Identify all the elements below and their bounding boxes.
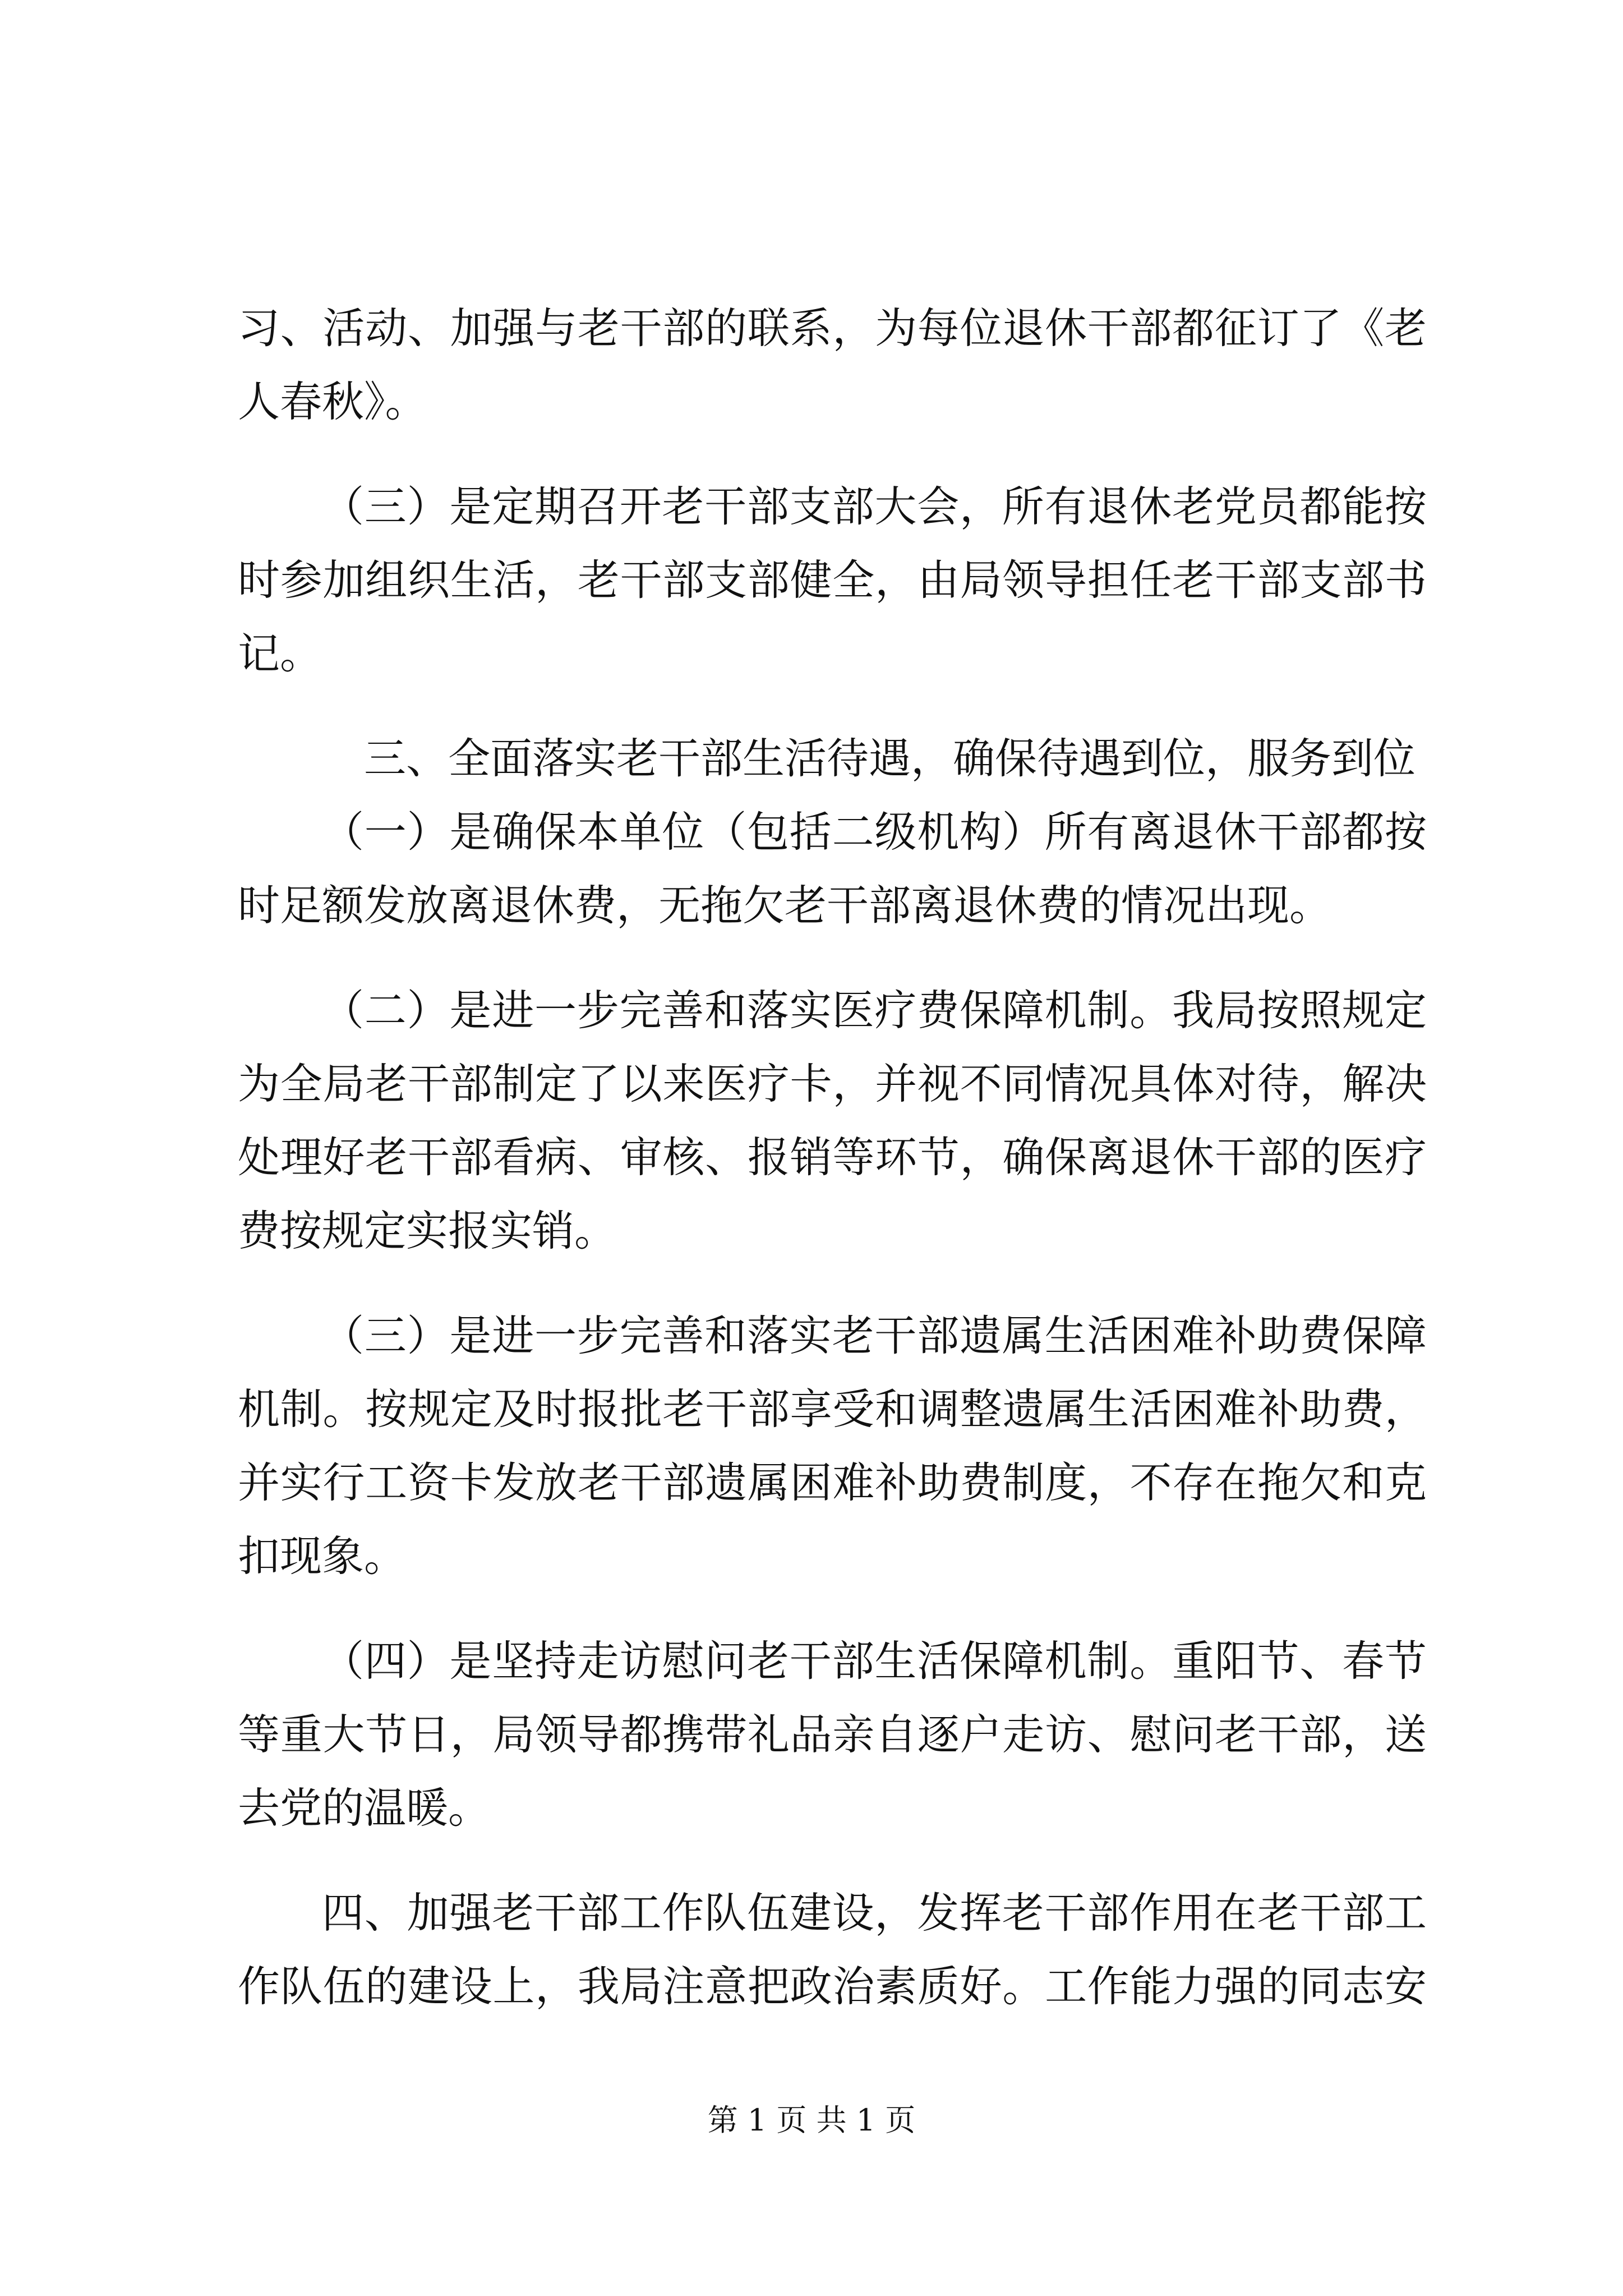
paragraph — [238, 470, 1427, 691]
section-heading — [238, 722, 1427, 795]
text-line: （二）是进一步完善和落实医疗费保障机制。我局按照规定 — [322, 986, 1427, 1035]
text-line: （一）是确保本单位（包括二级机构）所有离退休干部都按 — [322, 807, 1427, 857]
paragraph — [238, 1299, 1427, 1593]
text-line: 习、活动、加强与老干部的联系，为每位退休干部都征订了《老 — [238, 303, 1427, 353]
text-line: 机制。按规定及时报批老干部享受和调整遗属生活困难补助费， — [238, 1384, 1427, 1434]
text-line: 时参加组织生活，老干部支部健全，由局领导担任老干部支部书 — [238, 555, 1427, 605]
text-line: （四）是坚持走访慰问老干部生活保障机制。重阳节、春节 — [322, 1636, 1427, 1686]
text-line: 并实行工资卡发放老干部遗属困难补助费制度，不存在拖欠和克 — [238, 1458, 1427, 1507]
text-line: 扣现象。 — [238, 1531, 407, 1581]
text-line: 去党的温暖。 — [238, 1783, 491, 1833]
text-line: 人春秋》。 — [238, 377, 427, 426]
text-line: 等重大节日，局领导都携带礼品亲自逐户走访、慰问老干部，送 — [238, 1710, 1427, 1759]
paragraph — [238, 1625, 1427, 1845]
paragraph — [238, 974, 1427, 1268]
text-line: 时足额发放离退休费，无拖欠老干部离退休费的情况出现。 — [238, 881, 1332, 930]
text-line: 费按规定实报实销。 — [238, 1206, 617, 1255]
text-line: 作队伍的建设上，我局注意把政治素质好。工作能力强的同志安 — [238, 1962, 1427, 2011]
text-line: 为全局老干部制定了以来医疗卡，并视不同情况具体对待，解决 — [238, 1059, 1427, 1108]
text-line: 处理好老干部看病、审核、报销等环节，确保离退休干部的医疗 — [238, 1133, 1427, 1182]
page-footer: 第 1 页 共 1 页 — [707, 2102, 916, 2138]
paragraph — [238, 795, 1427, 942]
document-body — [238, 292, 1427, 2023]
paragraph — [238, 292, 1427, 439]
paragraph — [238, 1876, 1427, 2023]
text-line: 记。 — [238, 629, 322, 678]
text-line: 三、全面落实老干部生活待遇，确保待遇到位，服务到位 — [364, 734, 1416, 783]
text-line: 四、加强老干部工作队伍建设，发挥老干部作用在老干部工 — [322, 1888, 1427, 1938]
text-line: （三）是定期召开老干部支部大会，所有退休老党员都能按 — [322, 482, 1427, 531]
text-line: （三）是进一步完善和落实老干部遗属生活困难补助费保障 — [322, 1311, 1427, 1360]
